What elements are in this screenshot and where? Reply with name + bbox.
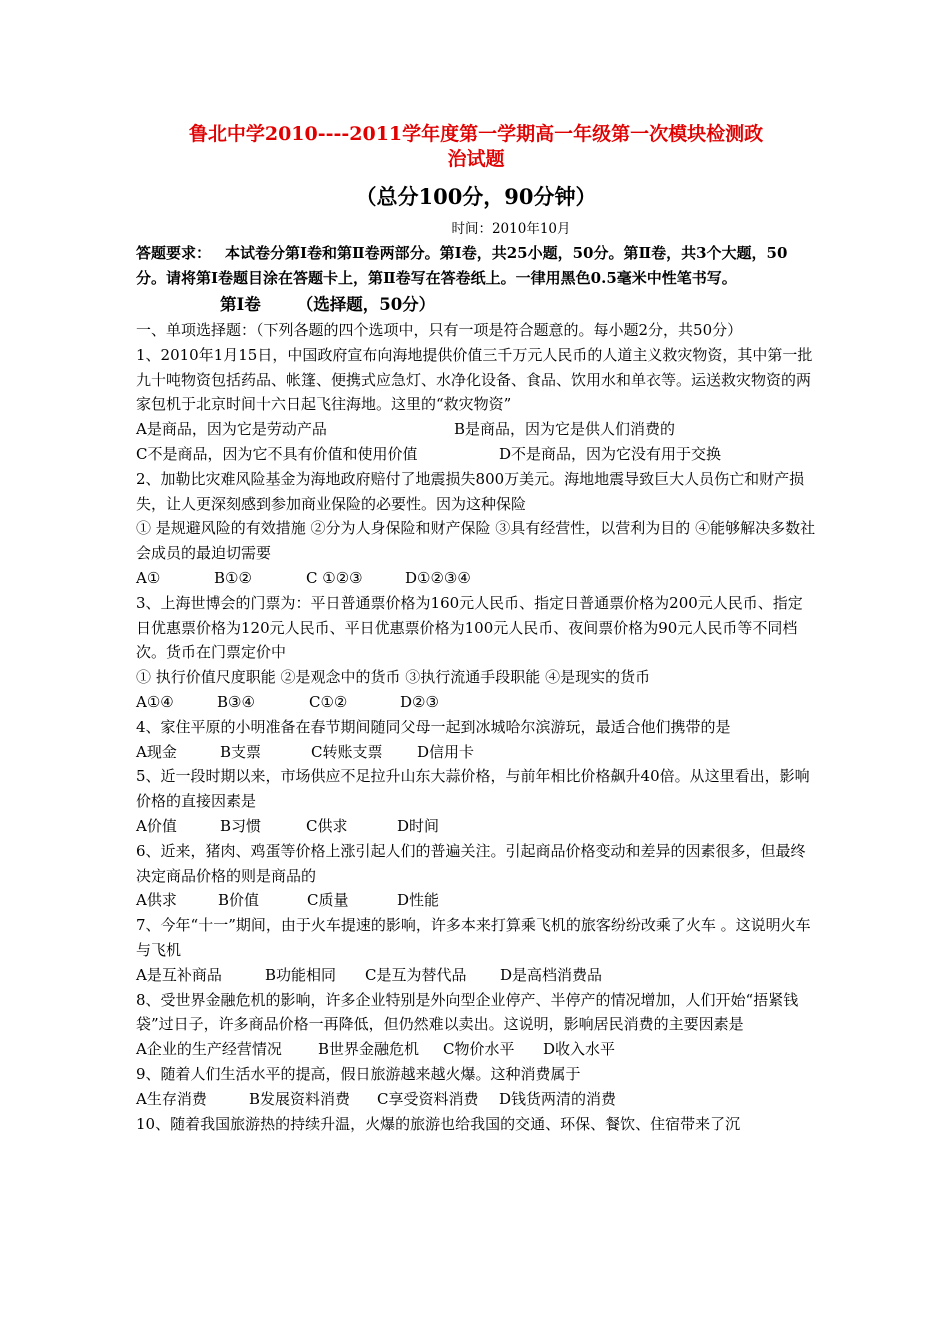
question-2-option-c: C ①②③ (306, 568, 363, 587)
question-2-option-a: A① (136, 568, 161, 587)
question-8-option-d: D收入水平 (543, 1040, 616, 1059)
question-9-option-a: A生存消费 (136, 1089, 207, 1108)
question-1-options-row2 (136, 442, 816, 467)
exam-title-line2: 治试题 (447, 148, 505, 170)
question-9-option-b: B发展资料消费 (249, 1089, 351, 1108)
exam-title-line1: 鲁北中学2010----2011学年度第一学期高一年级第一次模块检测政 (188, 123, 764, 145)
question-9-stem: 9、随着人们生活水平的提高，假日旅游越来越火爆。这种消费属于 (136, 1064, 581, 1083)
question-5-stem: 5、近一段时期以来，市场供应不足拉升山东大蒜价格，与前年相比价格飙升40倍。从这里看出，影响价格的直接因素是 (136, 767, 810, 811)
part1-title: 第Ⅰ卷 (220, 295, 261, 314)
question-2-items: ① 是规避风险的有效措施 ②分为人身保险和财产保险 ③具有经营性，以营利为目的 ④能够解决多数社会成员的最迫切需要 (136, 519, 816, 563)
section1-instructions: 一、单项选择题：（下列各题的四个选项中，只有一项是符合题意的。每小题2分，共50分） (136, 321, 743, 339)
question-8-option-c: C物价水平 (443, 1040, 515, 1059)
part1-heading (220, 292, 816, 318)
question-4-option-a: A现金 (136, 742, 177, 761)
question-2-stem: 2、加勒比灾难风险基金为海地政府赔付了地震损失800万美元。海地地震导致巨大人员伤亡和财产损失，让人更深刻感到参加商业保险的必要性。因为这种保险 (136, 469, 805, 513)
exam-title (136, 122, 816, 172)
question-5-option-c: C供求 (306, 816, 348, 835)
exam-content (136, 122, 816, 1136)
question-1-options-row1 (136, 417, 816, 442)
question-8-option-b: B世界金融危机 (318, 1040, 420, 1059)
question-6-option-d: D性能 (397, 891, 440, 910)
question-4-option-d: D信用卡 (417, 742, 475, 761)
question-3-option-b: B③④ (217, 692, 255, 711)
question-7-option-d: D是高档消费品 (500, 965, 603, 984)
question-1-option-a: A是商品，因为它是劳动产品 (136, 420, 327, 439)
question-6-options (136, 888, 816, 913)
question-5-option-b: B习惯 (220, 816, 262, 835)
question-6-option-a: A供求 (136, 891, 177, 910)
question-5-option-a: A价值 (136, 816, 177, 835)
question-6-option-b: B价值 (218, 891, 260, 910)
question-3-options (136, 690, 816, 715)
part1-note: （选择题，50分） (296, 295, 436, 314)
question-2-option-d: D①②③④ (405, 568, 471, 587)
question-5-options (136, 814, 816, 839)
exam-subtitle: （总分100分，90分钟） (355, 184, 597, 209)
question-3-option-d: D②③ (400, 692, 439, 711)
question-8-option-a: A企业的生产经营情况 (136, 1040, 282, 1059)
question-5-option-d: D时间 (397, 816, 440, 835)
question-3-option-a: A①④ (136, 692, 174, 711)
question-7-options (136, 963, 816, 988)
question-4-options (136, 740, 816, 765)
question-9-option-c: C享受资料消费 (377, 1089, 479, 1108)
question-3-items: ① 执行价值尺度职能 ②是观念中的货币 ③执行流通手段职能 ④是现实的货币 (136, 668, 651, 687)
question-9-options (136, 1087, 816, 1112)
question-1-stem: 1、2010年1月15日，中国政府宣布向海地提供价值三千万元人民币的人道主义救灾物资，其中第一批九十吨物资包括药品、帐篷、便携式应急灯、水净化设备、食品、饮用水和单衣等。运送救灾物资的两家包机于北京时间十六日起飞往海地。这里的“救灾物资” (136, 345, 813, 414)
question-1-option-d: D不是商品，因为它没有用于交换 (499, 444, 722, 463)
question-9-option-d: D钱货两清的消费 (499, 1089, 617, 1108)
requirements (136, 241, 816, 290)
question-3-option-c: C①② (309, 692, 348, 711)
question-7-option-a: A是互补商品 (136, 965, 222, 984)
question-1-option-c: C不是商品，因为它不具有价值和使用价值 (136, 444, 418, 463)
question-4-option-b: B支票 (220, 742, 262, 761)
exam-time: 时间：2010年10月 (451, 221, 571, 237)
question-8-stem: 8、受世界金融危机的影响，许多企业特别是外向型企业停产、半停产的情况增加，人们开始“捂紧钱袋”过日子，许多商品价格一再降低，但仍然难以卖出。这说明，影响居民消费的主要因素是 (136, 990, 799, 1034)
question-2-options (136, 566, 816, 591)
question-8-options (136, 1037, 816, 1062)
question-3-stem: 3、上海世博会的门票为：平日普通票价格为160元人民币、指定日普通票价格为200元人民币、指定日优惠票价格为120元人民币、平日优惠票价格为100元人民币、夜间票价格为90元人民币等不同档次。货币在门票定价中 (136, 593, 803, 662)
question-2-option-b: B①② (214, 568, 252, 587)
question-7-option-b: B功能相同 (265, 965, 337, 984)
question-10-stem: 10、随着我国旅游热的持续升温，火爆的旅游也给我国的交通、环保、餐饮、住宿带来了沉 (136, 1114, 741, 1133)
question-6-stem: 6、近来，猪肉、鸡蛋等价格上涨引起人们的普遍关注。引起商品价格变动和差异的因素很多，但最终决定商品价格的则是商品的 (136, 841, 806, 885)
question-1-option-b: B是商品，因为它是供人们消费的 (454, 420, 676, 439)
requirements-label: 答题要求： (136, 244, 212, 262)
question-7-stem: 7、今年“十一”期间，由于火车提速的影响，许多本来打算乘飞机的旅客纷纷改乘了火车 。这说明火车与飞机 (136, 916, 811, 959)
question-4-stem: 4、家住平原的小明准备在春节期间随同父母一起到冰城哈尔滨游玩，最适合他们携带的是 (136, 717, 731, 736)
question-7-option-c: C是互为替代品 (365, 965, 467, 984)
requirements-text: 本试卷分第Ⅰ卷和第Ⅱ卷两部分。第Ⅰ卷，共25小题，50分。第Ⅱ卷，共3个大题，50分。请将第Ⅰ卷题目涂在答题卡上，第Ⅱ卷写在答卷纸上。一律用黑色0.5毫米中性笔书写。 (136, 244, 788, 287)
question-4-option-c: C转账支票 (311, 742, 383, 761)
question-6-option-c: C质量 (307, 891, 349, 910)
